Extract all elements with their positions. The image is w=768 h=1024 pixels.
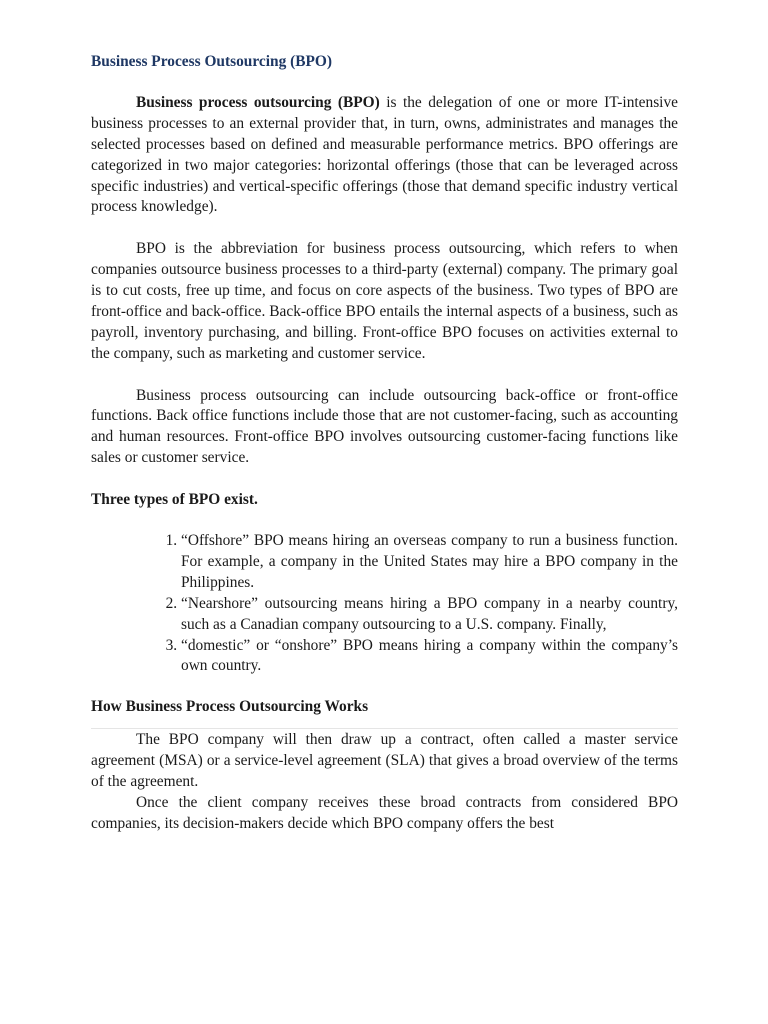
list-item-nearshore: 2. “Nearshore” outsourcing means hiring a BPO company in a nearby country, such as a Canadian company outsourcing to a U.S. company. Finally, bbox=[181, 594, 678, 636]
section-divider bbox=[91, 728, 678, 729]
abbreviation-paragraph: BPO is the abbreviation for business process outsourcing, which refers to when companies outsource business processes to a third-party (external) company. The primary goal is to cut costs, free up time, and focus on core aspects of the business. Two types of BPO are front-office and back-office. Back-office BPO entails the internal aspects of a business, such as payroll, inventory purchasing, and billing. Front-office BPO focuses on activities external to the company, such as marketing and customer service. bbox=[91, 240, 678, 362]
types-heading: Three types of BPO exist. bbox=[91, 491, 258, 509]
document-page bbox=[91, 52, 678, 835]
how-it-works-heading: How Business Process Outsourcing Works bbox=[91, 698, 369, 716]
document-title: Business Process Outsourcing (BPO) bbox=[91, 53, 332, 70]
contract-paragraph: The BPO company will then draw up a contract, often called a master service agreement (MSA) or a service-level agreement (SLA) that gives a broad overview of the terms of the agreement. bbox=[91, 731, 678, 791]
intro-term: Business process outsourcing (BPO) bbox=[136, 93, 380, 111]
functions-paragraph: Business process outsourcing can include outsourcing back-office or front-office functions. Back office functions include those that are not customer-facing, such as accounting and human resources. Front-office BPO involves outsourcing customer-facing functions like sales or customer service. bbox=[91, 386, 678, 467]
intro-paragraph bbox=[91, 93, 678, 218]
intro-text: is the delegation of one or more IT-intensive business processes to an external provider that, in turn, owns, administrates and manages the selected processes based on defined and measurable performance metrics. BPO offerings are categorized in two major categories: horizontal offerings (those that can be leveraged across specific industries) and vertical-specific offerings (those that demand specific industry vertical process knowledge). bbox=[91, 93, 678, 216]
list-item-domestic: 3. “domestic” or “onshore” BPO means hiring a company within the company’s own country. bbox=[181, 636, 678, 678]
decision-paragraph: Once the client company receives these broad contracts from considered BPO companies, its decision-makers decide which BPO company offers the best bbox=[91, 793, 678, 832]
list-item-offshore: 1. “Offshore” BPO means hiring an overseas company to run a business function. For example, a company in the United States may hire a BPO company in the Philippines. bbox=[181, 531, 678, 594]
bpo-types-list bbox=[91, 531, 678, 677]
